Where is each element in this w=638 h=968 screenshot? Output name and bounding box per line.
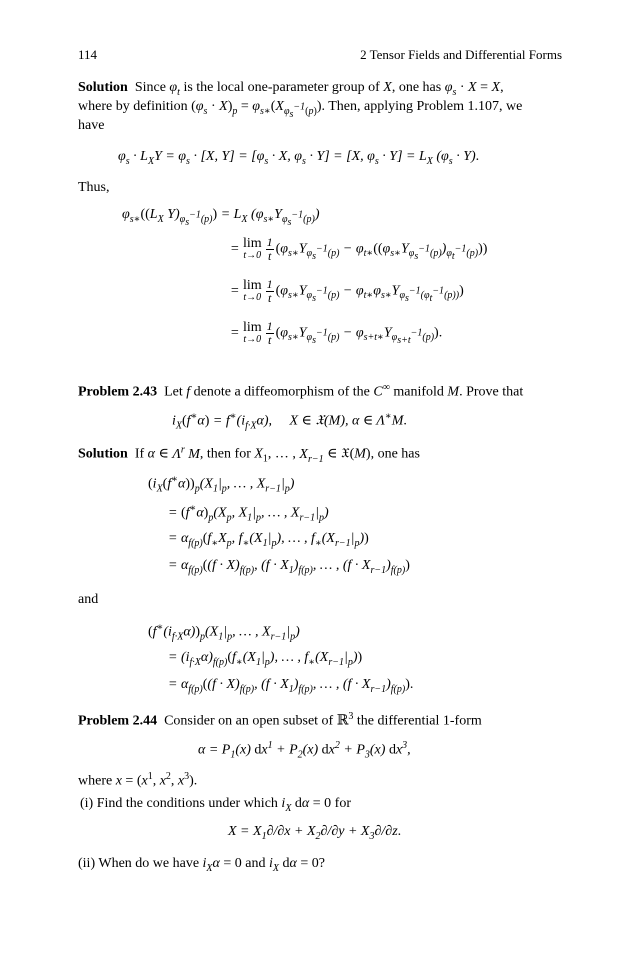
problem-2-43-equation: $i_X(f^∗\alpha) = f^∗(i_{f\cdot X}\alpha)$, X ∈ 𝔛(M), α ∈ Λ∗M.	[172, 411, 407, 432]
running-title: 2 Tensor Fields and Differential Forms	[360, 47, 562, 62]
problem-2-44-item-ii: (ii) When do we have $i_X\alpha = 0$ and $i_X$ dα = 0?	[78, 856, 325, 874]
problem-2-43-statement: Problem 2.43 Let f denote a diffeomorphism of the C∞ manifold M. Prove that	[78, 382, 524, 400]
equation-line-2: = lim t→0 $\frac{1}{t}$ $(\varphi_{s∗}Y_{\varphi_s^{-1}(p)} - \varphi_{t∗}((\varphi_{s∗}Y_{\varphi_s^{-1}(p)})_{\varphi_t^{-1}(p)}))$	[230, 235, 488, 263]
equation-lie-derivative: $\varphi_s \cdot L_XY = \varphi_s \cdot [X$, $Y] = [\varphi_s \cdot X$, $\varphi_s \cdot Y] = [X$, $\varphi_s \cdot Y] = L_X$ $(\varphi_s \cdot Y)$.	[118, 149, 480, 167]
solution2-eq-3: = $\alpha_{f(p)}(f_∗X_p$, $f_∗(X_1|_p)$, … , $f_∗(X_{r-1}|_p)$)	[168, 531, 369, 549]
thus-label: Thus,	[78, 180, 110, 195]
problem-2-44-where: where $x = (x^1$, $x^2$, $x^3$).	[78, 771, 198, 789]
problem-2-44-item-i-equation: $X = X_1\partial/\partial x + X_2\partial/\partial y + X_3\partial/\partial z$.	[228, 824, 402, 842]
and-label: and	[78, 592, 99, 607]
solution1-line3: have	[78, 118, 105, 133]
page-number: 114	[78, 47, 98, 62]
solution-label: Solution	[78, 80, 128, 95]
solution1-line2: where by definition $(\varphi_s \cdot X)_p = \varphi_{s∗}(X_{\varphi_s^{-1}(p)})$. Then, applying Problem 1.107, we	[78, 99, 523, 120]
problem-2-44-statement: Problem 2.44 Consider on an open subset of ℝ$^3$ the differential 1-form	[78, 711, 482, 729]
problem-2-44-item-i: (i) Find the conditions under which $i_X$ dα = 0 for	[80, 796, 352, 814]
solution2-eq-5: $(f^∗(i_{f\cdot X}\alpha))_p(X_1|_p$, … , $X_{r-1}|_p$)	[148, 622, 300, 643]
solution2-eq-4: = $\alpha_{f(p)}((f \cdot X)_{f(p)}$, $(f \cdot X_1)_{f(p)}$, … , $(f \cdot X_{r-1})_{f(p)}$)	[168, 558, 410, 576]
equation-line-4: = lim t→0 $\frac{1}{t}$ $(\varphi_{s∗}Y_{\varphi_s^{-1}(p)} - \varphi_{s+t∗}Y_{\varphi_{s+t}^{-1}(p)})$.	[230, 319, 443, 347]
solution-label-2: Solution	[78, 446, 128, 462]
problem-2-44-equation: $\alpha = P_1(x) dx^1 + P_2(x) dx^2 + P_3(x)$ $dx^3$,	[198, 740, 411, 761]
equation-line-3: = lim t→0 $\frac{1}{t}$ $(\varphi_{s∗}Y_{\varphi_s^{-1}(p)} - \varphi_{t∗}\varphi_{s∗}Y_{\varphi_s^{-1}(\varphi_t^{-1}(p))})$	[230, 277, 464, 305]
equation-line-1: $\varphi_{s∗}((L_X$ $Y)_{\varphi_s^{-1}(p)}) = L_X$ $(\varphi_{s∗}Y_{\varphi_s^{-1}(p)})$	[122, 207, 320, 228]
solution2-eq-6: = $(i_{f\cdot X}\alpha)_{f(p)}(f_∗(X_1|_p)$, … , $f_∗(X_{r-1}|_p)$)	[168, 650, 363, 668]
solution2-eq-7: = $\alpha_{f(p)}((f \cdot X)_{f(p)}$, $(f \cdot X_1)_{f(p)}$, … , $(f \cdot X_{r-1})_{f(p)}$).	[168, 677, 414, 695]
problem-label: Problem 2.43	[78, 384, 158, 400]
solution2-eq-1: $(i_X(f^∗\alpha))_p(X_1|_p$, … , $X_{r-1}|_p$)	[148, 474, 295, 495]
problem-label-2: Problem 2.44	[78, 713, 158, 729]
solution2-eq-2: = $(f^∗\alpha)_p(X_p$, $X_1|_p$, … , $X_{r-1}|_p$)	[168, 503, 329, 524]
solution1-line1: Solution Since $\varphi_t$ is the local one-parameter group of X, one has $\varphi_s \cdot X = X$,	[78, 80, 504, 98]
solution2-intro: Solution If α ∈ $\Lambda^r$ M, then for $X_1$, … , $X_{r-1}$ ∈ 𝔛(M), one has	[78, 444, 420, 465]
